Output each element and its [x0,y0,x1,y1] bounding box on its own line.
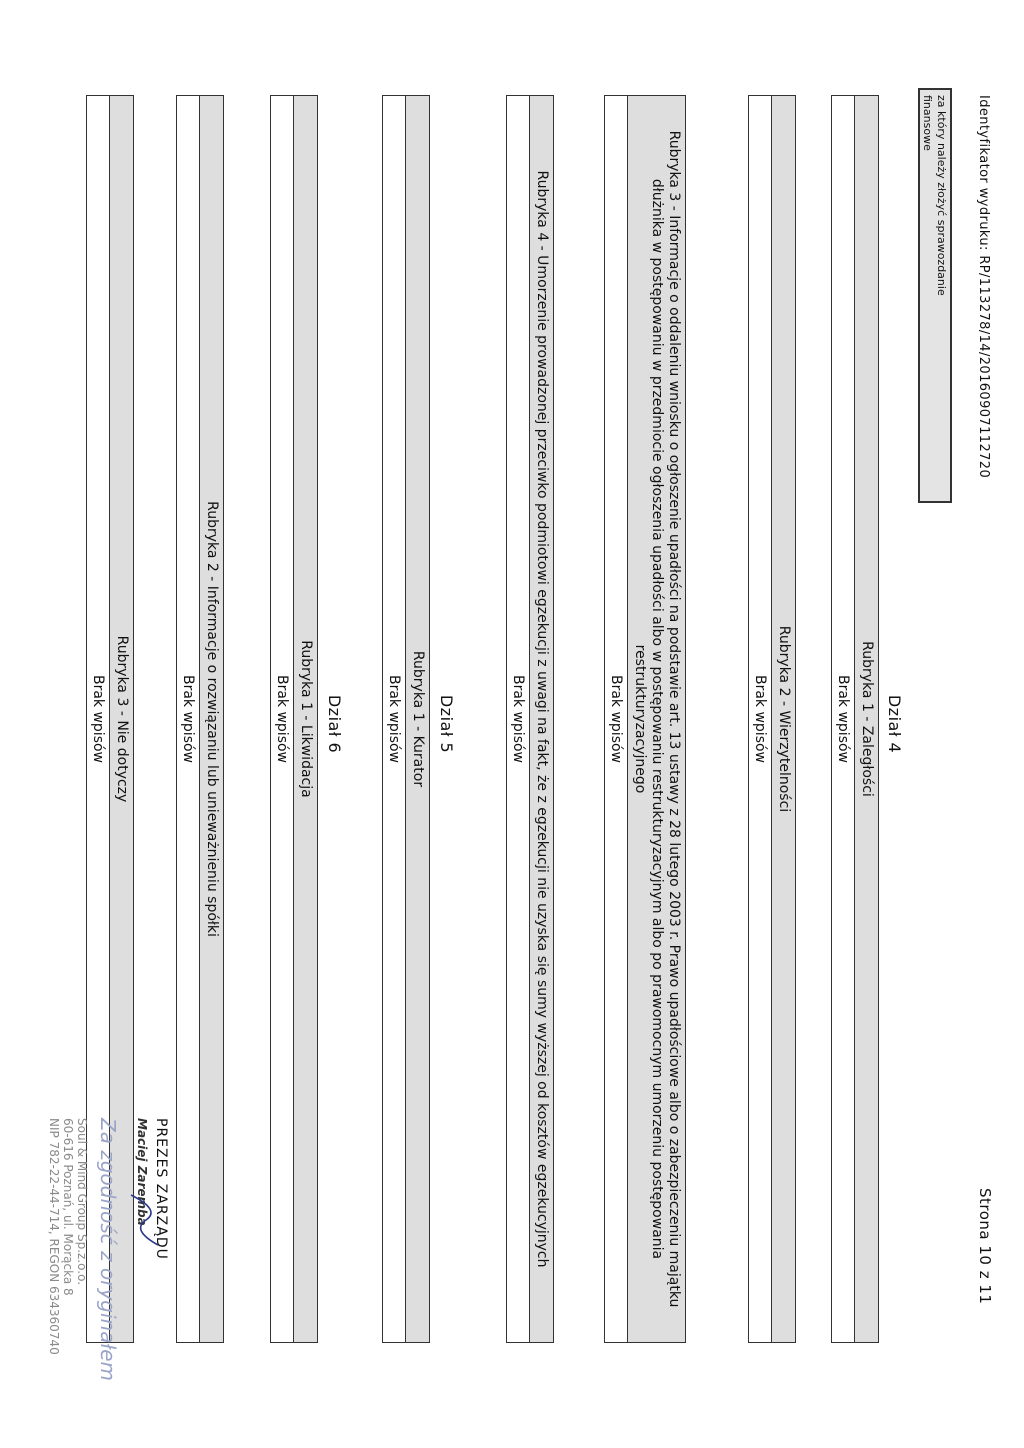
rubric-head: Rubryka 1 - Zaległości [854,96,878,1342]
stamp-name: Maciej Zaremba [135,1118,149,1226]
section-title-dzial-5: Dział 5 [437,694,456,754]
rubric-4-1 [831,95,879,1343]
rubric-body: Brak wpisów [752,674,768,764]
rubric-head: Rubryka 1 - Kurator [405,96,429,1342]
rubric-head: Rubryka 1 - Likwidacja [293,96,317,1342]
rubric-6-2 [176,95,224,1343]
page-number: Strona 10 z 11 [976,1188,994,1305]
print-identifier [976,95,991,478]
rubric-5-1 [382,95,430,1343]
rubric-body: Brak wpisów [386,674,402,764]
identifier-value: RP/113278/14/20160907112720 [976,255,991,479]
stamp-ids: NIP 782-22-44-714, REGON 634360740 [47,1118,61,1355]
rubric-body: Brak wpisów [835,674,851,764]
rubric-body: Brak wpisów [274,674,290,764]
signature-icon [126,1190,166,1250]
stamp-company: Soul & Mind Group Sp.z.o.o. [75,1118,89,1286]
section-title-dzial-6: Dział 6 [325,694,344,754]
financial-report-box [918,88,952,503]
rubric-head: Rubryka 4 - Umorzenie prowadzonej przeciwko podmiotowi egzekucji z uwagi na fakt, że z egzekucji nie uzyska się sumy wyższej od kosztów egzekucyjnych [529,96,553,1342]
rubric-4-2 [748,95,796,1343]
rubric-body: Brak wpisów [510,674,526,764]
certified-copy-stamp: Za zgodność z oryginałem [96,1118,120,1381]
section-title-dzial-4: Dział 4 [885,694,904,754]
rubric-head: Rubryka 3 - Nie dotyczy [109,96,133,1342]
rubric-head: Rubryka 2 - Wierzytelności [771,96,795,1342]
company-stamp [47,1118,89,1448]
box-line-1: za który należy złożyć sprawozdanie [935,95,948,296]
rubric-body: Brak wpisów [90,674,106,764]
rubric-4-3 [604,95,686,1343]
rubric-body: Brak wpisów [608,674,624,764]
rubric-body: Brak wpisów [180,674,196,764]
stamp-address: 60-616 Poznań, ul. Morącka 8 [61,1118,75,1296]
stamp-role: PREZES ZARZĄDU [153,1118,169,1260]
rubric-4-4 [506,95,554,1343]
box-line-2: finansowe [921,95,934,151]
rubric-head: Rubryka 2 - Informacje o rozwiązaniu lub unieważnieniu spółki [199,96,223,1342]
identifier-label: Identyfikator wydruku: [976,95,991,251]
rubric-6-1 [270,95,318,1343]
rubric-head: Rubryka 3 - Informacje o oddaleniu wniosku o ogłoszenie upadłości na podstawie art. 13 ustawy z 28 lutego 2003 r. Prawo upadłościowe albo o zabezpieczeniu majątku dłużnika w postępowaniu w przedmiocie ogłoszenia upadłości albo w postępowaniu restrukturyzacyjnym albo po prawomocnym umorzeniu postępowania restrukturyzacyjnego [627,96,685,1342]
